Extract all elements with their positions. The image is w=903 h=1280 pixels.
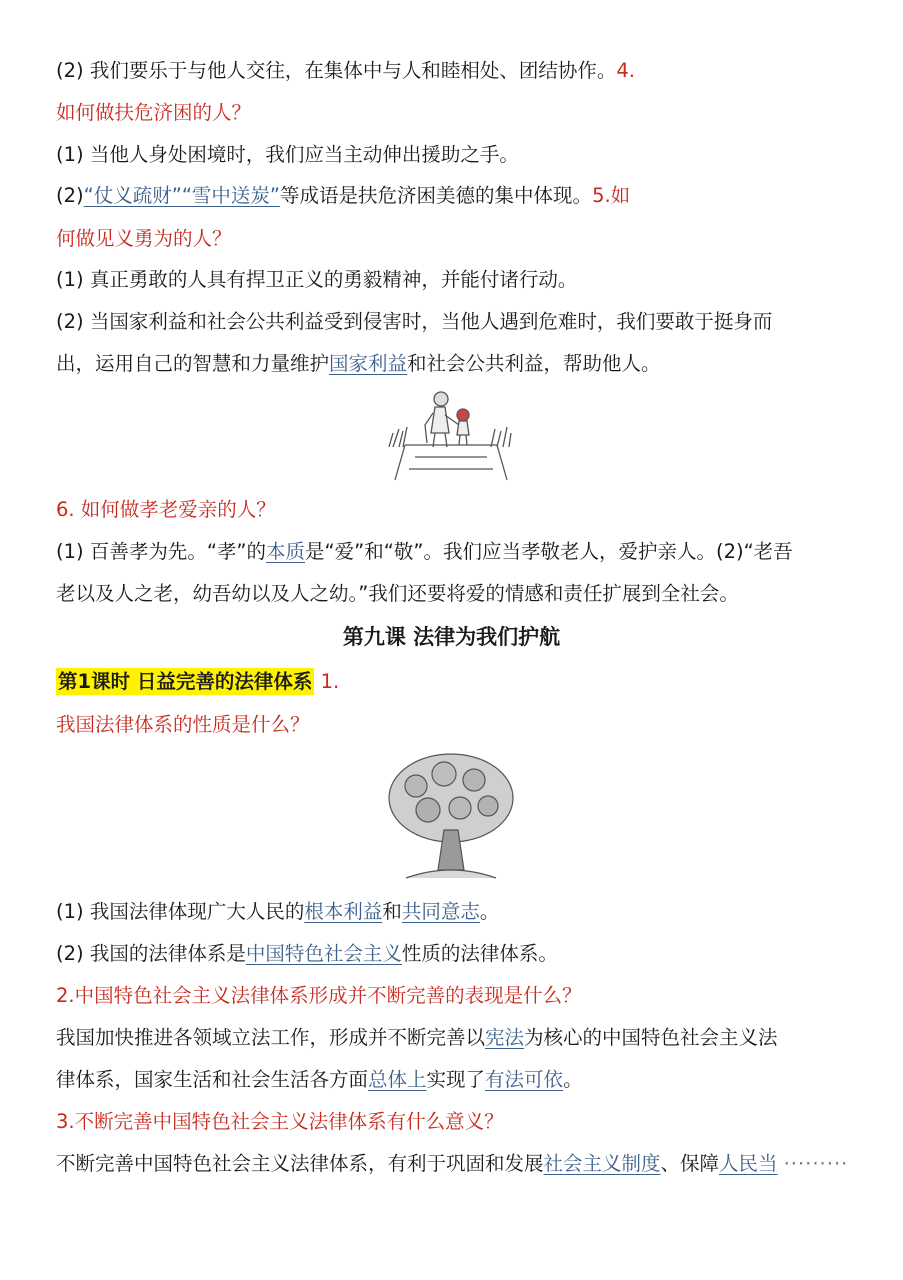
- underlined-term: 共同意志: [401, 900, 480, 923]
- underlined-term: 总体上: [368, 1068, 427, 1091]
- line-12: [56, 667, 863, 697]
- line-3: (1) 当他人身处困境时，我们应当主动伸出援助之手。: [56, 143, 519, 166]
- underlined-term: 宪法: [485, 1026, 525, 1049]
- question-number: 5.如: [592, 184, 631, 207]
- underlined-term: 有法可依: [485, 1068, 564, 1091]
- continuation-dots: ·········: [783, 1152, 849, 1175]
- line-4: (2)“仗义疏财”“雪中送炭”等成语是扶危济困美德的集中体现。5.如: [56, 184, 631, 207]
- question-heading-1: 我国法律体系的性质是什么？: [56, 713, 310, 736]
- question-heading-2: 2.中国特色社会主义法律体系形成并不断完善的表现是什么？: [56, 984, 582, 1007]
- underlined-term: 人民当: [719, 1152, 778, 1175]
- line-10: (1) 百善孝为先。“孝”的本质是“爱”和“敬”。我们应当孝敬老人，爱护亲人。(2)“老吾: [56, 540, 793, 563]
- question-heading-5: 何做见义勇为的人？: [56, 227, 232, 250]
- underlined-idioms: “仗义疏财”“雪中送炭”: [83, 184, 281, 207]
- line-6: (1) 真正勇敢的人具有捍卫正义的勇毅精神，并能付诸行动。: [56, 268, 578, 291]
- section-highlight: 第1课时 日益完善的法律体系: [58, 670, 313, 693]
- question-heading-6: 6. 如何做孝老爱亲的人？: [56, 498, 276, 521]
- line-20: 不断完善中国特色社会主义法律体系，有利于巩固和发展社会主义制度、保障人民当 ·········: [56, 1152, 849, 1175]
- text: (2) 我们要乐于与他人交往，在集体中与人和睦相处、团结协作。: [56, 59, 617, 82]
- line-1: [56, 56, 863, 86]
- underlined-term: 国家利益: [329, 352, 408, 375]
- underlined-term: 社会主义制度: [543, 1152, 661, 1175]
- line-17: 我国加快推进各领域立法工作，形成并不断完善以宪法为核心的中国特色社会主义法: [56, 1026, 778, 1049]
- lesson-title: 第九课 法律为我们护航: [342, 625, 561, 649]
- underlined-term: 根本利益: [304, 900, 383, 923]
- question-heading-4: 如何做扶危济困的人？: [56, 101, 252, 124]
- question-number: 1.: [320, 670, 340, 693]
- line-15: (2) 我国的法律体系是中国特色社会主义性质的法律体系。: [56, 942, 558, 965]
- line-11: 老以及人之老，幼吾幼以及人之幼。”我们还要将爱的情感和责任扩展到全社会。: [56, 582, 739, 605]
- line-7: (2) 当国家利益和社会公共利益受到侵害时，当他人遇到危难时，我们要敢于挺身而: [56, 310, 773, 333]
- question-heading-3: 3.不断完善中国特色社会主义法律体系有什么意义？: [56, 1110, 504, 1133]
- line-14: (1) 我国法律体现广大人民的根本利益和共同意志。: [56, 900, 500, 923]
- underlined-term: 中国特色社会主义: [245, 942, 402, 965]
- line-18: 律体系，国家生活和社会生活各方面总体上实现了有法可依。: [56, 1068, 583, 1091]
- line-8: 出，运用自己的智慧和力量维护国家利益和社会公共利益，帮助他人。: [56, 352, 661, 375]
- underlined-term: 本质: [266, 540, 306, 563]
- question-number: 4.: [616, 59, 635, 82]
- family-walk-illustration: [385, 385, 517, 483]
- law-tree-illustration: [386, 750, 516, 886]
